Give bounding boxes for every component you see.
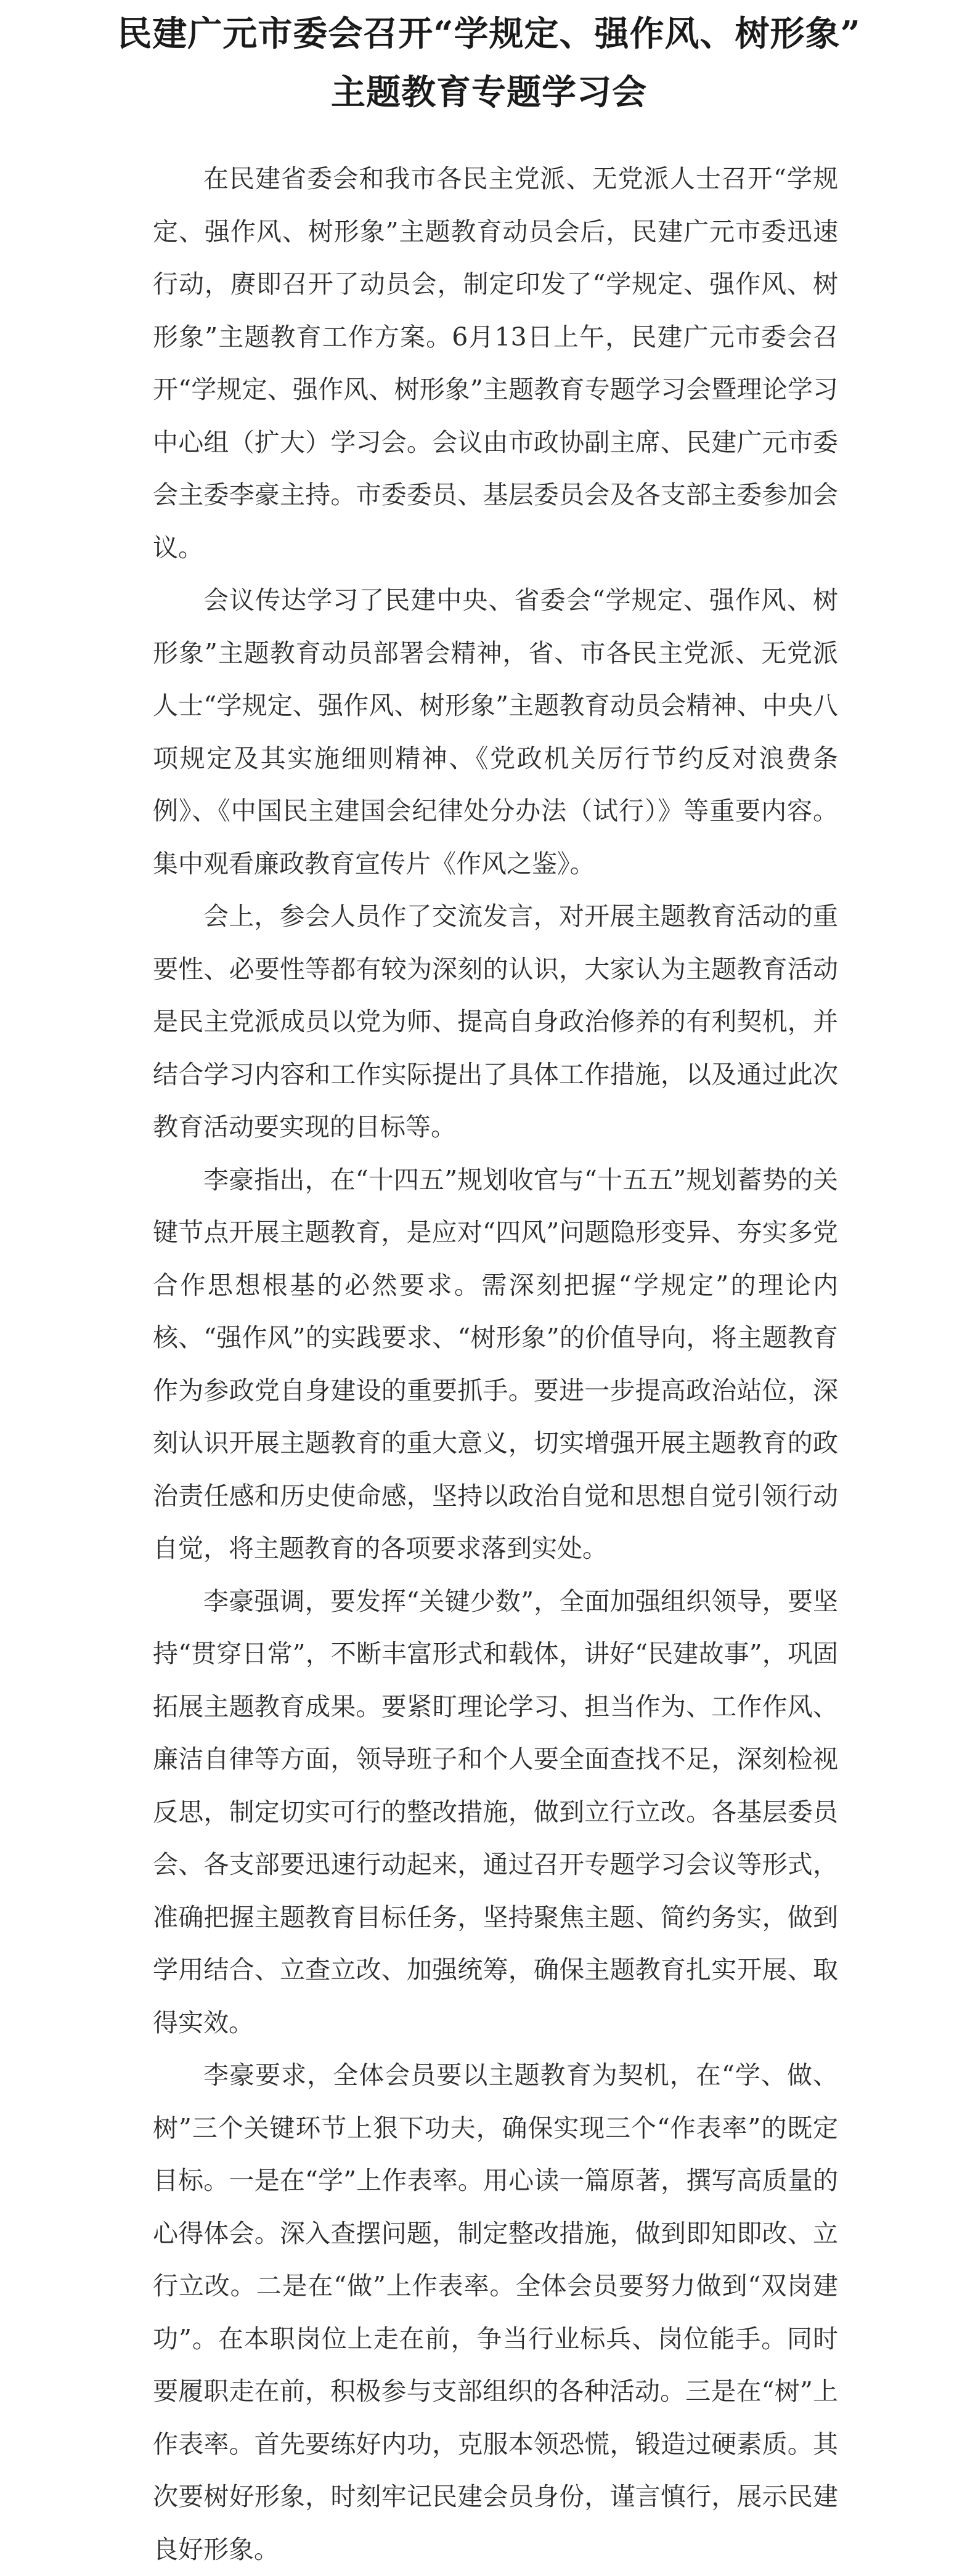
article-title-line-1: 民建广元市委会召开“学规定、强作风、树形象”: [117, 14, 861, 54]
article-title: [92, 5, 886, 122]
article-title-line-2: 主题教育专题学习会: [331, 72, 647, 113]
article-body: [153, 153, 838, 2576]
article-paragraph-5: 李豪强调，要发挥“关键少数”，全面加强组织领导，要坚持“贯穿日常”，不断丰富形式和载体，讲好“民建故事”，巩固拓展主题教育成果。要紧盯理论学习、担当作为、工作作风、廉洁自律等方面，领导班子和个人要全面查找不足，深刻检视反思，制定切实可行的整改措施，做到立行立改。各基层委员会、各支部要迅速行动起来，通过召开专题学习会议等形式，准确把握主题教育目标任务，坚持聚焦主题、简约务实，做到学用结合、立查立改、加强统筹，确保主题教育扎实开展、取得实效。: [153, 1586, 838, 2038]
article-paragraph-4: 李豪指出，在“十四五”规划收官与“十五五”规划蓄势的关键节点开展主题教育，是应对“四风”问题隐形变异、夯实多党合作思想根基的必然要求。需深刻把握“学规定”的理论内核、“强作风”的实践要求、“树形象”的价值导向，将主题教育作为参政党自身建设的重要抓手。要进一步提高政治站位，深刻认识开展主题教育的重大意义，切实增强开展主题教育的政治责任感和历史使命感，坚持以政治自觉和思想自觉引领行动自觉，将主题教育的各项要求落到实处。: [153, 1164, 838, 1563]
article-paragraph-6: 李豪要求，全体会员要以主题教育为契机，在“学、做、树”三个关键环节上狠下功夫，确保实现三个“作表率”的既定目标。一是在“学”上作表率。用心读一篇原著，撰写高质量的心得体会。深入查摆问题，制定整改措施，做到即知即改、立行立改。二是在“做”上作表率。全体会员要努力做到“双岗建功”。在本职岗位上走在前，争当行业标兵、岗位能手。同时要履职走在前，积极参与支部组织的各种活动。三是在“树”上作表率。首先要练好内功，克服本领恐慌，锻造过硬素质。其次要树好形象，时刻牢记民建会员身份，谨言慎行，展示民建良好形象。: [153, 2060, 838, 2564]
article-paragraph-2: 会议传达学习了民建中央、省委会“学规定、强作风、树形象”主题教育动员部署会精神，省、市各民主党派、无党派人士“学规定、强作风、树形象”主题教育动员会精神、中央八项规定及其实施细则精神、《党政机关厉行节约反对浪费条例》、《中国民主建国会纪律处分办法（试行）》等重要内容。集中观看廉政教育宣传片《作风之鉴》。: [153, 585, 838, 879]
article-paragraph-3: 会上，参会人员作了交流发言，对开展主题教育活动的重要性、必要性等都有较为深刻的认识，大家认为主题教育活动是民主党派成员以党为师、提高自身政治修养的有利契机，并结合学习内容和工作实际提出了具体工作措施，以及通过此次教育活动要实现的目标等。: [153, 901, 838, 1142]
article-paragraph-1: 在民建省委会和我市各民主党派、无党派人士召开“学规定、强作风、树形象”主题教育动员会后，民建广元市委迅速行动，赓即召开了动员会，制定印发了“学规定、强作风、树形象”主题教育工作方案。6月13日上午，民建广元市委会召开“学规定、强作风、树形象”主题教育专题学习会暨理论学习中心组（扩大）学习会。会议由市政协副主席、民建广元市委会主委李豪主持。市委委员、基层委员会及各支部主委参加会议。: [153, 164, 838, 563]
